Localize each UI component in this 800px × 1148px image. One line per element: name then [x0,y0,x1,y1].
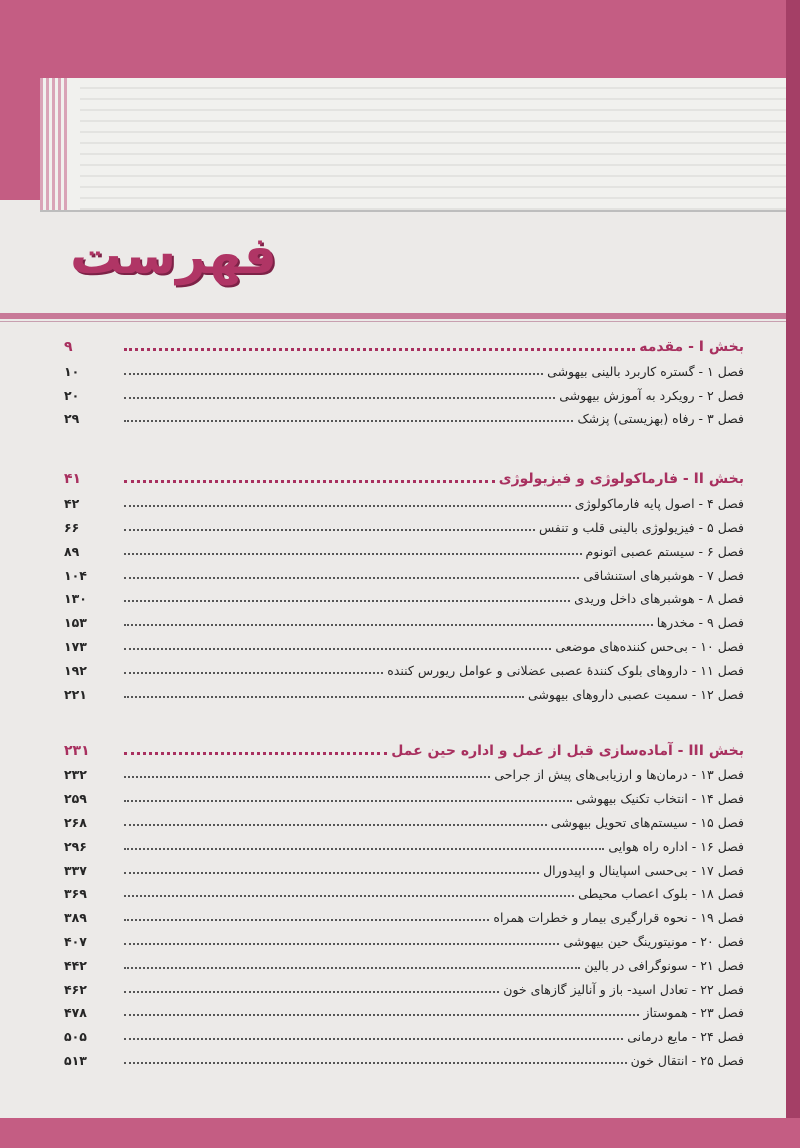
page-title: فهرست [70,226,277,286]
section-heading: بخش III - آماده‌سازی قبل از عمل و اداره حین عمل [387,743,744,759]
toc-row[interactable] [62,511,744,535]
dot-leader [124,966,580,969]
toc-row[interactable] [62,759,744,783]
page-number: ۱۹۲ [64,662,87,678]
dot-leader [124,799,572,802]
toc-row[interactable] [62,606,744,630]
toc-row[interactable] [62,487,744,511]
toc-row[interactable] [62,654,744,678]
page-number: ۳۳۷ [64,862,87,878]
chapter-title: فصل ۱۲ - سمیت عصبی داروهای بیهوشی [524,687,744,702]
table-of-contents [62,328,744,1068]
toc-row[interactable] [62,782,744,806]
chapter-title: فصل ۲۳ - هموستاز [639,1005,744,1020]
toc-row[interactable] [62,925,744,949]
chapter-title: فصل ۹ - مخدرها [653,615,744,630]
toc-row[interactable] [62,830,744,854]
chapter-title: فصل ۶ - سیستم عصبی اتونوم [582,544,744,559]
page-number: ۲۰ [64,387,80,403]
dot-leader [124,695,524,698]
page-number: ۲۵۹ [64,791,87,807]
banner-lines [80,78,786,210]
toc-row[interactable] [62,901,744,925]
toc-row[interactable] [62,1020,744,1044]
page-number: ۱۷۳ [64,638,87,654]
dot-leader [124,419,573,422]
page-number: ۳۶۹ [64,886,87,902]
dot-leader [124,504,571,507]
page-number: ۴۶۲ [64,981,87,997]
page-number: ۲۲۱ [64,686,87,702]
page-number: ۱۵۳ [64,615,87,631]
dot-leader [124,775,490,778]
page-number: ۲۹ [64,411,80,427]
chapter-title: فصل ۱۶ - اداره راه هوایی [604,839,744,854]
dot-leader [124,647,551,650]
toc-row[interactable] [62,583,744,607]
page-number: ۹ [64,339,73,355]
toc-row[interactable] [62,379,744,403]
page-number: ۱۳۰ [64,591,87,607]
chapter-title: فصل ۳ - رفاه (بهزیستی) پزشک [573,411,744,426]
toc-row[interactable] [62,997,744,1021]
dot-leader [124,552,582,555]
dot-leader [124,1061,627,1064]
page-number: ۴۷۸ [64,1005,87,1021]
dot-leader [124,847,604,850]
toc-section [62,460,744,701]
dot-leader [124,823,547,826]
toc-row[interactable] [62,1044,744,1068]
chapter-title: فصل ۷ - هوشبرهای استنشاقی [579,568,744,583]
page-number: ۲۳۱ [64,742,90,759]
dot-leader [124,372,543,375]
toc-row[interactable] [62,973,744,997]
dot-leader [124,347,635,351]
page-number: ۱۰۴ [64,567,87,583]
page-number: ۴۰۷ [64,933,87,949]
toc-section [62,732,744,1068]
toc-row[interactable] [62,559,744,583]
toc-section [62,328,744,426]
page-number: ۲۳۲ [64,767,87,783]
toc-row[interactable] [62,630,744,654]
dot-leader [124,576,579,579]
dot-leader [124,599,570,602]
chapter-title: فصل ۲۴ - مایع درمانی [623,1029,744,1044]
page-number: ۵۱۳ [64,1052,87,1068]
chapter-title: فصل ۸ - هوشبرهای داخل وریدی [570,591,744,606]
chapter-title: فصل ۱۹ - نحوه قرارگیری بیمار و خطرات همراه [489,910,744,925]
title-divider-thin [0,321,786,322]
chapter-title: فصل ۱ - گستره کاربرد بالینی بیهوشی [543,364,744,379]
dot-leader [124,671,383,674]
toc-row[interactable] [62,878,744,902]
toc-row[interactable] [62,355,744,379]
dot-leader [124,751,387,755]
chapter-title: فصل ۲ - رویکرد به آموزش بیهوشی [555,388,744,403]
section-heading-row[interactable] [62,460,744,487]
dot-leader [124,479,495,483]
dot-leader [124,528,535,531]
page-number: ۴۲ [64,496,80,512]
toc-row[interactable] [62,854,744,878]
chapter-title: فصل ۲۵ - انتقال خون [627,1053,744,1068]
book-edge [786,0,800,1148]
dot-leader [124,1013,639,1016]
toc-row[interactable] [62,403,744,427]
dot-leader [124,894,574,897]
page-number: ۵۰۵ [64,1029,87,1045]
chapter-title: فصل ۲۱ - سونوگرافی در بالین [580,958,744,973]
page-number: ۸۹ [64,543,80,559]
chapter-title: فصل ۲۲ - تعادل اسید- باز و آنالیز گازهای خون [499,982,744,997]
toc-row[interactable] [62,806,744,830]
chapter-title: فصل ۱۷ - بی‌حسی اسپاینال و اپیدورال [539,863,744,878]
header-banner [40,78,786,212]
dot-leader [124,990,499,993]
page-number: ۲۹۶ [64,838,87,854]
section-heading-row[interactable] [62,328,744,355]
section-heading: بخش II - فارماکولوژی و فیزیولوژی [495,471,744,487]
title-divider [0,313,786,319]
page-number: ۳۸۹ [64,910,87,926]
page-number: ۱۰ [64,363,80,379]
chapter-title: فصل ۱۴ - انتخاب تکنیک بیهوشی [572,791,744,806]
chapter-title: فصل ۲۰ - مونیتورینگ حین بیهوشی [559,934,744,949]
dot-leader [124,623,653,626]
section-heading-row[interactable] [62,732,744,759]
page-number: ۴۴۲ [64,957,87,973]
banner-stripes [40,78,74,210]
toc-row[interactable] [62,678,744,702]
dot-leader [124,1037,623,1040]
dot-leader [124,871,539,874]
section-heading: بخش I - مقدمه [635,339,744,355]
dot-leader [124,396,555,399]
page-number: ۶۶ [64,519,80,535]
chapter-title: فصل ۱۱ - داروهای بلوک کنندهٔ عصبی عضلانی و عوامل ریورس کننده [383,663,744,678]
page-number: ۲۶۸ [64,814,87,830]
chapter-title: فصل ۵ - فیزیولوژی بالینی قلب و تنفس [535,520,744,535]
toc-row[interactable] [62,535,744,559]
chapter-title: فصل ۱۳ - درمان‌ها و ارزیابی‌های پیش از جراحی [490,767,744,782]
dot-leader [124,918,489,921]
page-number: ۴۱ [64,471,82,488]
chapter-title: فصل ۱۵ - سیستم‌های تحویل بیهوشی [547,815,744,830]
bottom-band [0,1118,800,1148]
toc-row[interactable] [62,949,744,973]
dot-leader [124,942,559,945]
chapter-title: فصل ۱۸ - بلوک اعصاب محیطی [574,886,744,901]
chapter-title: فصل ۴ - اصول پایه فارماکولوژی [571,496,744,511]
chapter-title: فصل ۱۰ - بی‌حس کننده‌های موضعی [551,639,744,654]
